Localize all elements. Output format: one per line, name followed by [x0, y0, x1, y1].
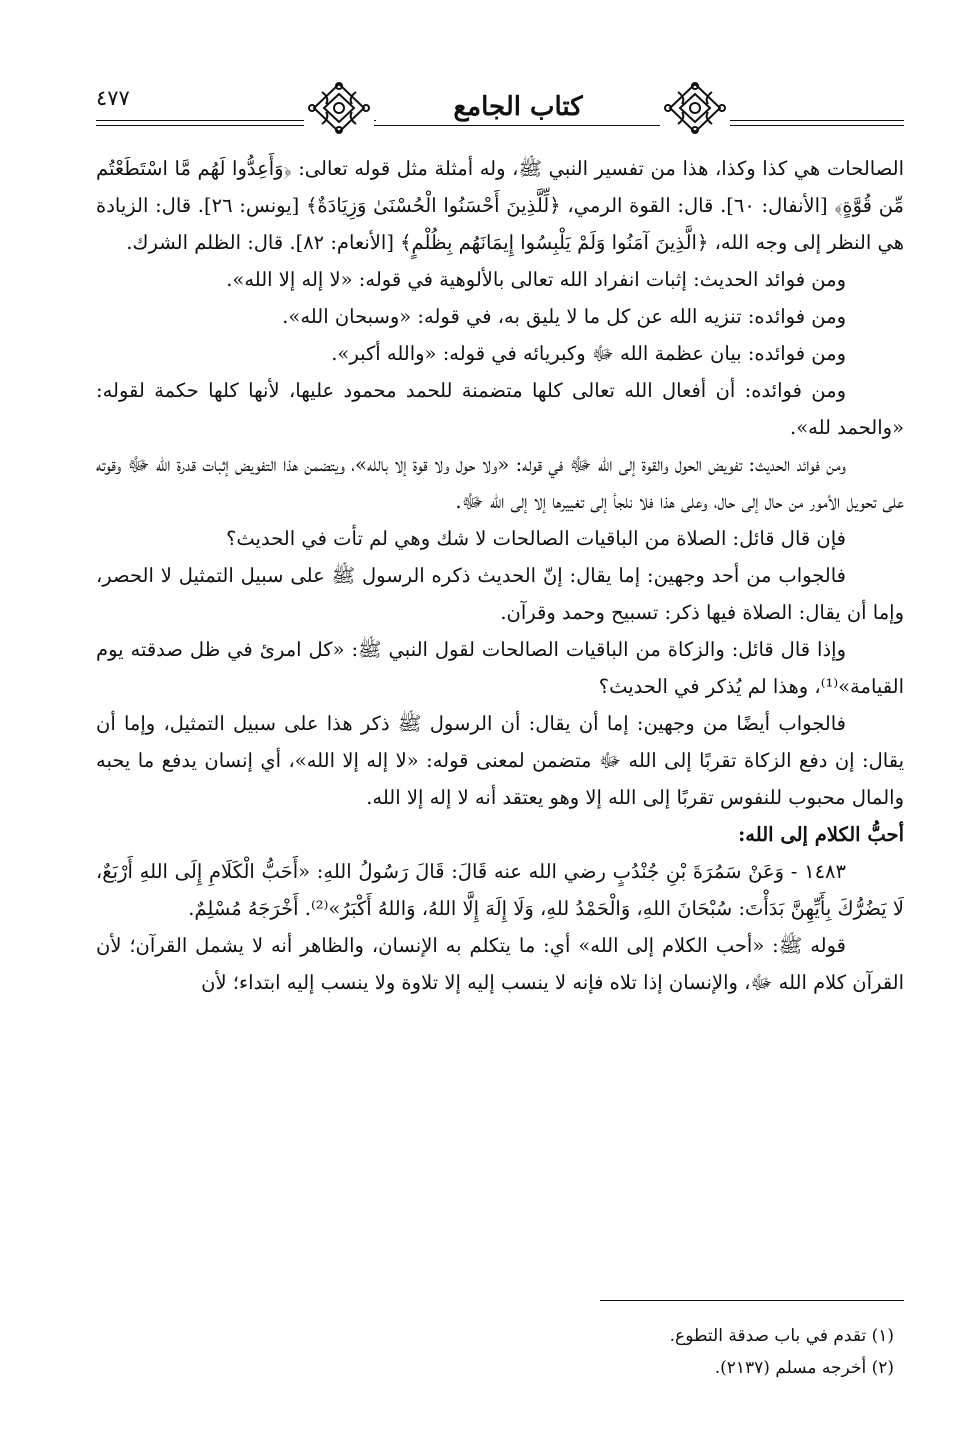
ornament-left-icon	[304, 78, 374, 138]
paragraph: فالجواب أيضًا من وجهين: إما أن يقال: أن الرسول ﷺ ذكر هذا على سبيل التمثيل، وإما أن يقال: إن دفع الزكاة تقربًا إلى الله ﷻ متضمن لمعنى قوله: «لا إله إلا الله»، أي إنسان يدفع ما يحبه والمال محبوب للنفوس تقربًا إلى الله إلا وهو يعتقد أنه لا إله إلا الله.	[96, 712, 904, 809]
footnote-divider	[600, 1300, 904, 1301]
paragraph: ومن فوائد الحديث: إثبات انفراد الله تعالى بالألوهية في قوله: «لا إله إلا الله».	[226, 268, 846, 291]
paragraph: ومن فوائده: بيان عظمة الله ﷻ وكبريائه في قوله: «والله أكبر».	[331, 342, 846, 365]
page-body	[96, 150, 904, 1001]
paragraph: وإذا قال قائل: والزكاة من الباقيات الصالحات لقول النبي ﷺ: «كل امرئ في ظل صدقته يوم القيامة»⁽¹⁾، وهذا لم يُذكر في الحديث؟	[96, 638, 904, 698]
ornament-right-icon	[660, 78, 730, 138]
paragraph: قوله ﷺ: «أحب الكلام إلى الله» أي: ما يتكلم به الإنسان، والظاهر أنه لا يشمل القرآن؛ لأن القرآن كلام الله ﷻ، والإنسان إذا تلاه فإنه لا ينسب إليه إلا تلاوة ولا ينسب إليه ابتداء؛ لأن	[96, 934, 904, 994]
header-rule-bottom	[96, 125, 904, 126]
paragraph: فالجواب من أحد وجهين: إما يقال: إنّ الحديث ذكره الرسول ﷺ على سبيل التمثيل لا الحصر، وإما أن يقال: الصلاة فيها ذكر: تسبيح وحمد وقرآن.	[96, 564, 904, 624]
page-header	[96, 78, 904, 142]
paragraph: ومن فوائده: تنزيه الله عن كل ما لا يليق به، في قوله: «وسبحان الله».	[282, 305, 846, 328]
footnotes	[96, 1320, 904, 1384]
paragraph: الصالحات هي كذا وكذا، هذا من تفسير النبي ﷺ، وله أمثلة مثل قوله تعالى: ﴿وَأَعِدُّوا لَهُم مَّا اسْتَطَعْتُم مِّن قُوَّةٍ﴾ [الأنفال: ٦٠]. قال: القوة الرمي، ﴿لِّلَّذِينَ أَحْسَنُوا الْحُسْنَىٰ وَزِيَادَةٌ﴾ [يونس: ٢٦]. قال: الزيادة هي النظر إلى وجه الله، ﴿الَّذِينَ آمَنُوا وَلَمْ يَلْبِسُوا إِيمَانَهُم بِظُلْمٍ﴾ [الأنعام: ٨٢]. قال: الظلم الشرك.	[96, 157, 904, 254]
footnote-1: (١) تقدم في باب صدقة التطوع.	[669, 1326, 894, 1346]
hadith-text: ١٤٨٣ - وَعَنْ سَمُرَةَ بْنِ جُنْدُبٍ رضي الله عنه قَالَ: قَالَ رَسُولُ اللهِ: «أَحَبُّ الْكَلَامِ إِلَى اللهِ أَرْبَعٌ، لَا يَضُرُّكَ بِأَيِّهِنَّ بَدَأْتَ: سُبْحَانَ اللهِ، وَالْحَمْدُ للهِ، وَلَا إِلَهَ إِلَّا اللهُ، وَاللهُ أَكْبَرُ»⁽²⁾. أَخْرَجَهُ مُسْلِمٌ.	[96, 860, 904, 920]
section-subheading: أحبُّ الكلام إلى الله:	[738, 823, 904, 846]
paragraph: فإن قال قائل: الصلاة من الباقيات الصالحات لا شك وهي لم تأت في الحديث؟	[226, 527, 846, 550]
paragraph: ومن فوائده: أن أفعال الله تعالى كلها متضمنة للحمد محمود عليها، لأنها كلها حكمة لقوله: «والحمد لله».	[96, 379, 904, 439]
page-title: كتاب الجامع	[376, 92, 660, 122]
footnote-2: (٢) أخرجه مسلم (٢١٣٧).	[714, 1358, 894, 1378]
paragraph: ومن فوائد الحديث: تفويض الحول والقوة إلى الله ﷻ في قوله: «ولا حول ولا قوة إلا بالله»، ويتضمن هذا التفويض إثبات قدرة الله ﷻ وقوته على تحويل الأمور من حال إلى حال، وعلى هذا فلا نلجأ إلى تغييرها إلا إلى الله ﷻ.	[96, 453, 904, 513]
page-number: ٤٧٧	[96, 86, 130, 110]
